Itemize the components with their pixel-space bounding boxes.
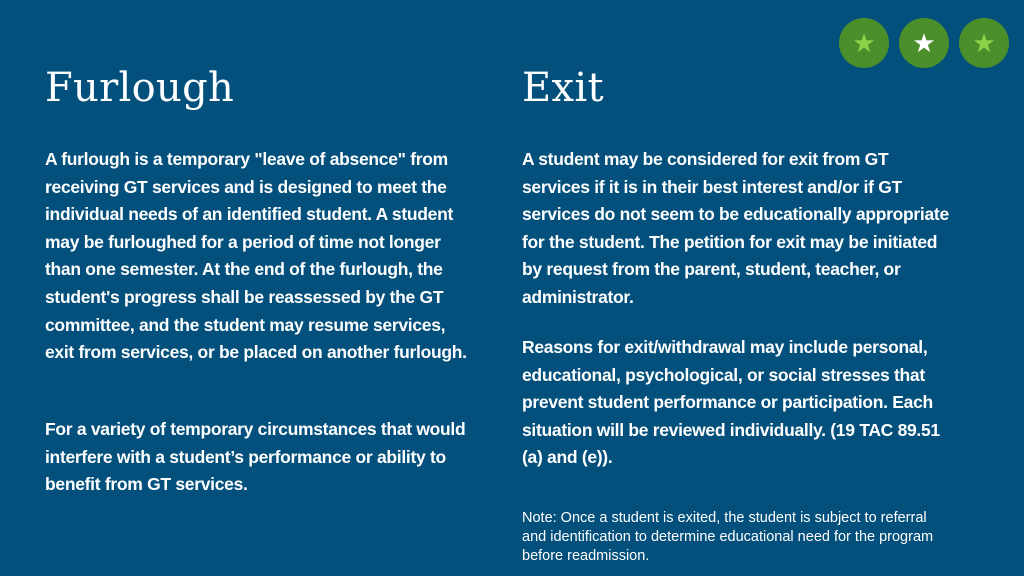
exit-description: A student may be considered for exit from GT services if it is in their best interest and/or if GT services do not seem to be educationally appropriate for the student. The petition for exit may be initiated by request from the parent, student, teacher, or administrator. (522, 149, 949, 307)
star-icon: ★ (839, 18, 889, 68)
exit-note: Note: Once a student is exited, the student is subject to referral and identification to determine educational need for the program before readmission. (522, 509, 934, 564)
furlough-circumstances: For a variety of temporary circumstances that would interfere with a student’s performance or ability to benefit from GT services. (45, 419, 466, 495)
furlough-section (45, 60, 475, 495)
star-icon: ★ (899, 18, 949, 68)
furlough-title: Furlough (45, 65, 235, 111)
star-icon: ★ (959, 18, 1009, 68)
exit-reasons: Reasons for exit/withdrawal may include personal, educational, psychological, or social stresses that prevent student performance or participation. Each situation will be reviewed individually. (19 TAC 89.51 (a) and (e)). (522, 337, 940, 468)
exit-section (522, 60, 952, 564)
exit-title: Exit (522, 65, 604, 111)
furlough-description: A furlough is a temporary "leave of absence" from receiving GT services and is designed to meet the individual needs of an identified student. A student may be furloughed for a period of time not longer than one semester. At the end of the furlough, the student's progress shall be reassessed by the GT committee, and the student may resume services, exit from services, or be placed on another furlough. (45, 149, 467, 363)
